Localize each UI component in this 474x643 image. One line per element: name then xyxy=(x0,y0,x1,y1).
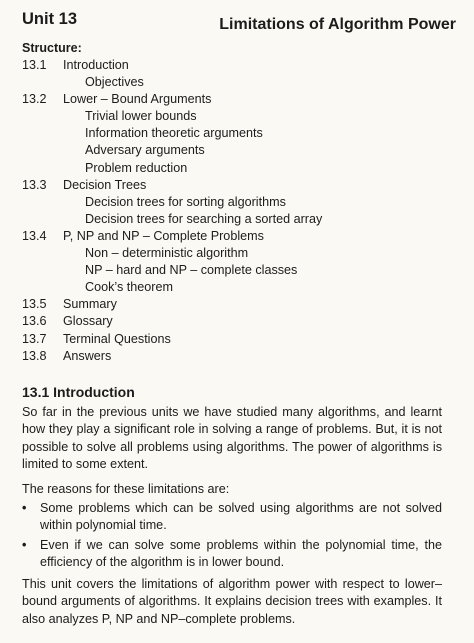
paragraph-line: So far in the previous units we have studied many algorithms, and learnt xyxy=(22,405,442,419)
list-item-line: within polynomial time. xyxy=(40,518,167,533)
toc-subtitle: Problem reduction xyxy=(85,160,188,175)
list-item xyxy=(22,500,442,535)
toc-subentry xyxy=(0,211,474,228)
toc-subtitle: Non – deterministic algorithm xyxy=(85,246,249,261)
toc-entry xyxy=(0,348,474,365)
toc-subentry xyxy=(0,160,474,177)
bullet-icon: • xyxy=(22,501,27,515)
unit-title: Limitations of Algorithm Power xyxy=(219,16,456,33)
toc-subtitle: Information theoretic arguments xyxy=(85,126,263,141)
intro-paragraph xyxy=(22,404,442,474)
toc-subentry xyxy=(0,279,474,296)
paragraph-line: limited to some extent. xyxy=(22,457,148,472)
toc-subentry xyxy=(0,262,474,279)
toc-number: 13.3 xyxy=(22,177,47,192)
paragraph-line: how they play a significant role in solving a range of problems. But, it is not xyxy=(22,422,442,437)
toc-title: Terminal Questions xyxy=(63,331,171,346)
list-item xyxy=(22,537,442,572)
toc-subentry xyxy=(0,125,474,142)
toc-subtitle: Objectives xyxy=(85,75,144,90)
toc-number: 13.8 xyxy=(22,348,47,363)
reasons-list xyxy=(22,500,442,574)
toc-title: Introduction xyxy=(63,58,129,72)
toc-subentry xyxy=(0,194,474,211)
toc-title: Summary xyxy=(63,297,117,312)
scope-paragraph xyxy=(22,576,442,628)
toc-subtitle: NP – hard and NP – complete classes xyxy=(85,263,298,278)
toc-number: 13.2 xyxy=(22,92,47,107)
reasons-intro xyxy=(22,481,442,498)
toc-subentry xyxy=(0,245,474,262)
toc-number: 13.1 xyxy=(22,58,47,72)
toc-title: Answers xyxy=(63,348,112,363)
toc-number: 13.6 xyxy=(22,314,47,329)
toc-entry xyxy=(0,177,474,194)
toc-subentry xyxy=(0,108,474,125)
list-item-line: Even if we can solve some problems within the polynomial time, the xyxy=(40,537,442,552)
toc-number: 13.5 xyxy=(22,297,47,312)
toc-title: P, NP and NP – Complete Problems xyxy=(63,228,264,243)
toc-entry xyxy=(0,331,474,348)
toc-subentry xyxy=(0,142,474,159)
toc-subtitle: Trivial lower bounds xyxy=(85,109,197,124)
unit-label: Unit 13 xyxy=(22,10,78,28)
list-item-line: Some problems which can be solved using algorithms are not solved xyxy=(40,501,442,515)
paragraph-line: This unit covers the limitations of algorithm power with respect to lower– xyxy=(22,577,442,591)
toc-entry xyxy=(0,57,474,74)
toc-title: Lower – Bound Arguments xyxy=(63,92,212,107)
toc-entry xyxy=(0,228,474,245)
toc-entry xyxy=(0,313,474,330)
toc-subtitle: Decision trees for sorting algorithms xyxy=(85,194,286,209)
toc-number: 13.4 xyxy=(22,228,47,243)
toc-number: 13.7 xyxy=(22,331,47,346)
paragraph-line: bound arguments of algorithms. It explains decision trees with examples. It xyxy=(22,594,442,609)
bullet-icon: • xyxy=(22,537,27,552)
toc-title: Glossary xyxy=(63,314,113,329)
toc-subentry xyxy=(0,74,474,91)
paragraph-line: The reasons for these limitations are: xyxy=(22,482,230,496)
toc-title: Decision Trees xyxy=(63,177,147,192)
list-item-line: efficiency of the algorithm is in lower bound. xyxy=(40,555,285,570)
toc-subtitle: Cook’s theorem xyxy=(85,280,173,295)
toc-entry xyxy=(0,91,474,108)
structure-label: Structure: xyxy=(22,41,82,55)
toc-subtitle: Adversary arguments xyxy=(85,143,205,158)
paragraph-line: also analyzes P, NP and NP–complete problems. xyxy=(22,611,296,626)
table-of-contents xyxy=(0,57,474,365)
toc-entry xyxy=(0,296,474,313)
section-heading: 13.1 Introduction xyxy=(22,384,135,400)
paragraph-line: possible to solve all problems using algorithms. The power of algorithms is xyxy=(22,439,442,454)
toc-subtitle: Decision trees for searching a sorted array xyxy=(85,211,323,226)
